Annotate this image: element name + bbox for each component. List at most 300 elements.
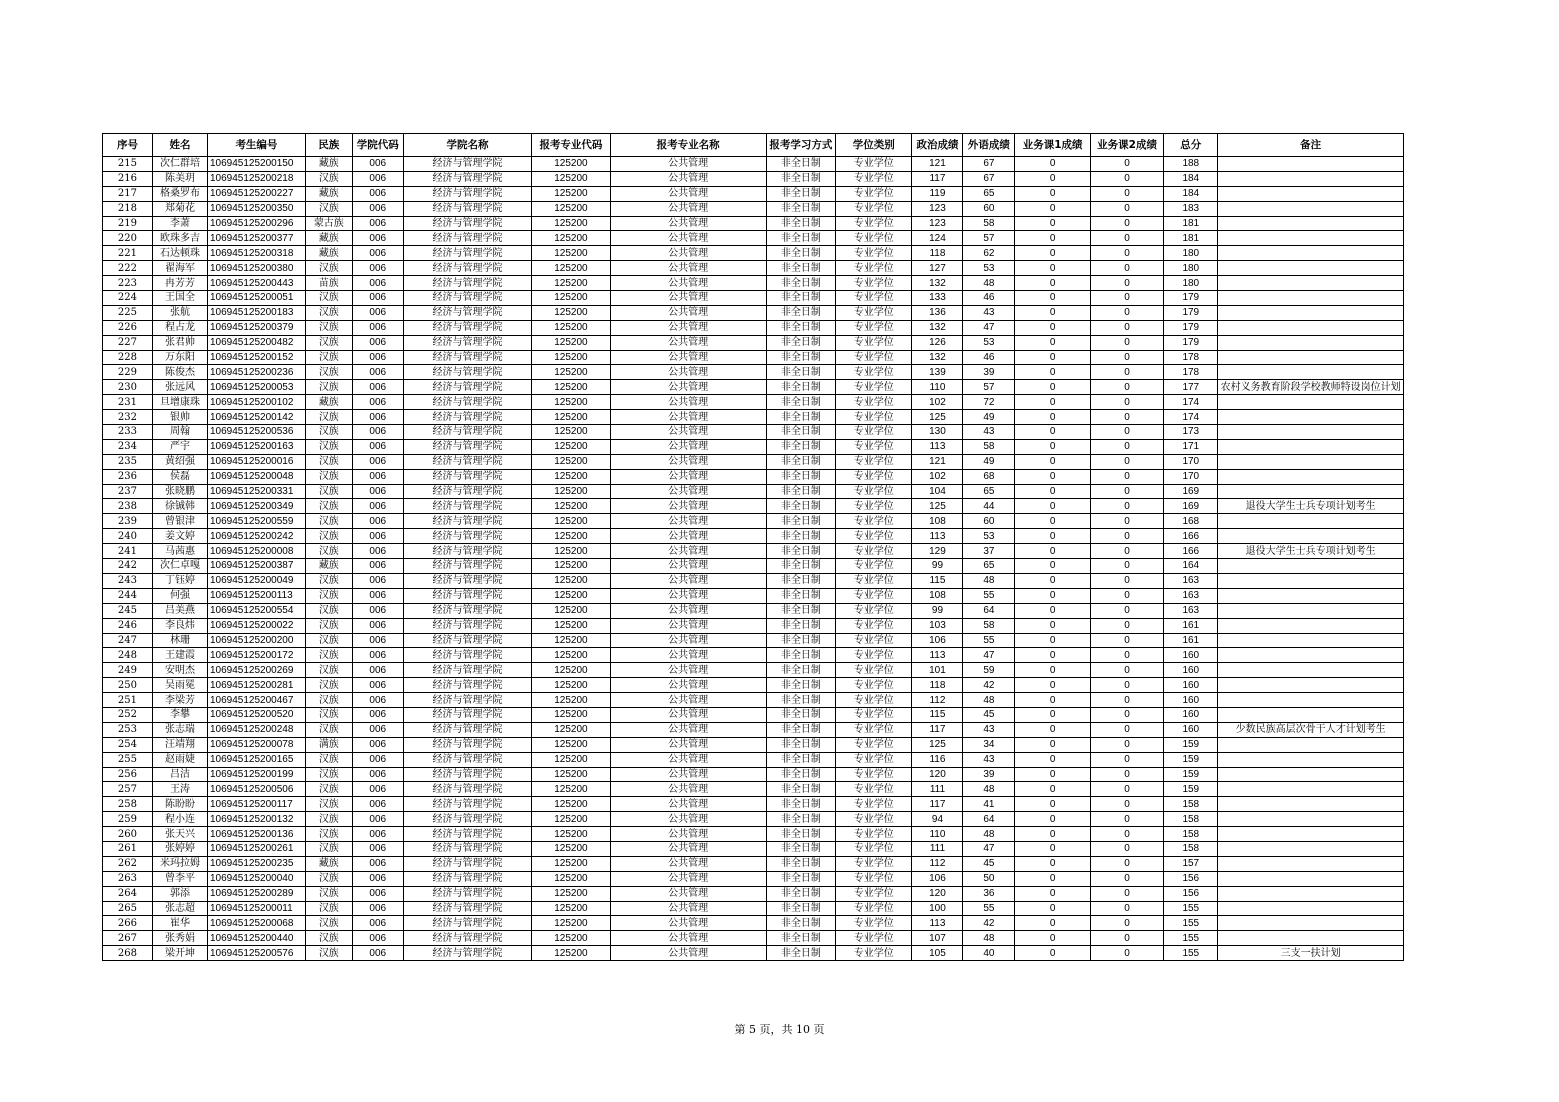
cell-candidate-id: 106945125200350: [208, 201, 306, 216]
cell-seq: 255: [103, 752, 153, 767]
cell-remarks: [1218, 588, 1404, 603]
cell-total-score: 163: [1164, 573, 1218, 588]
cell-major-code: 125200: [532, 186, 611, 201]
cell-total-score: 174: [1164, 395, 1218, 410]
table-row: [103, 186, 1404, 201]
cell-major-name: 公共管理: [610, 231, 766, 246]
cell-politics-score: 111: [912, 841, 963, 856]
cell-name: 曾李平: [152, 871, 207, 886]
cell-major-code: 125200: [532, 454, 611, 469]
cell-candidate-id: 106945125200078: [208, 737, 306, 752]
cell-study-mode: 非全日制: [766, 663, 835, 678]
cell-college-code: 006: [352, 365, 403, 380]
cell-language-score: 47: [963, 320, 1015, 335]
cell-candidate-id: 106945125200379: [208, 320, 306, 335]
cell-study-mode: 非全日制: [766, 529, 835, 544]
cell-seq: 246: [103, 618, 153, 633]
cell-candidate-id: 106945125200559: [208, 514, 306, 529]
cell-course1-score: 0: [1015, 901, 1090, 916]
cell-degree-type: 专业学位: [836, 305, 912, 320]
cell-course1-score: 0: [1015, 648, 1090, 663]
table-row: [103, 573, 1404, 588]
cell-remarks: [1218, 693, 1404, 708]
cell-course2-score: 0: [1090, 916, 1163, 931]
cell-major-code: 125200: [532, 410, 611, 425]
cell-course2-score: 0: [1090, 812, 1163, 827]
cell-college-name: 经济与管理学院: [403, 916, 531, 931]
cell-language-score: 59: [963, 663, 1015, 678]
cell-study-mode: 非全日制: [766, 454, 835, 469]
cell-total-score: 158: [1164, 797, 1218, 812]
cell-course2-score: 0: [1090, 276, 1163, 291]
cell-college-name: 经济与管理学院: [403, 633, 531, 648]
cell-politics-score: 107: [912, 931, 963, 946]
cell-course1-score: 0: [1015, 276, 1090, 291]
cell-college-name: 经济与管理学院: [403, 305, 531, 320]
cell-degree-type: 专业学位: [836, 633, 912, 648]
cell-course1-score: 0: [1015, 573, 1090, 588]
cell-study-mode: 非全日制: [766, 380, 835, 395]
cell-college-name: 经济与管理学院: [403, 514, 531, 529]
table-row: [103, 663, 1404, 678]
cell-ethnicity: 藏族: [305, 231, 352, 246]
table-row: [103, 886, 1404, 901]
cell-major-code: 125200: [532, 395, 611, 410]
header-course1-score: 业务课1成绩: [1015, 134, 1090, 157]
cell-college-code: 006: [352, 320, 403, 335]
cell-degree-type: 专业学位: [836, 678, 912, 693]
cell-course2-score: 0: [1090, 380, 1163, 395]
cell-degree-type: 专业学位: [836, 737, 912, 752]
table-row: [103, 529, 1404, 544]
cell-major-name: 公共管理: [610, 544, 766, 559]
cell-major-code: 125200: [532, 618, 611, 633]
table-row: [103, 454, 1404, 469]
cell-study-mode: 非全日制: [766, 603, 835, 618]
cell-candidate-id: 106945125200183: [208, 305, 306, 320]
cell-politics-score: 116: [912, 752, 963, 767]
table-row: [103, 752, 1404, 767]
cell-ethnicity: 汉族: [305, 291, 352, 306]
cell-college-name: 经济与管理学院: [403, 410, 531, 425]
cell-politics-score: 106: [912, 871, 963, 886]
cell-degree-type: 专业学位: [836, 752, 912, 767]
cell-study-mode: 非全日制: [766, 678, 835, 693]
cell-study-mode: 非全日制: [766, 931, 835, 946]
cell-college-name: 经济与管理学院: [403, 291, 531, 306]
cell-course1-score: 0: [1015, 663, 1090, 678]
cell-major-name: 公共管理: [610, 454, 766, 469]
cell-course2-score: 0: [1090, 529, 1163, 544]
table-row: [103, 767, 1404, 782]
cell-candidate-id: 106945125200011: [208, 901, 306, 916]
cell-language-score: 57: [963, 231, 1015, 246]
cell-course1-score: 0: [1015, 841, 1090, 856]
cell-seq: 229: [103, 365, 153, 380]
cell-ethnicity: 汉族: [305, 707, 352, 722]
cell-major-code: 125200: [532, 514, 611, 529]
cell-major-name: 公共管理: [610, 410, 766, 425]
cell-politics-score: 115: [912, 707, 963, 722]
cell-course2-score: 0: [1090, 439, 1163, 454]
cell-name: 冉芳芳: [152, 276, 207, 291]
cell-major-code: 125200: [532, 246, 611, 261]
header-college-code: 学院代码: [352, 134, 403, 157]
cell-college-name: 经济与管理学院: [403, 841, 531, 856]
cell-course1-score: 0: [1015, 395, 1090, 410]
cell-name: 银帅: [152, 410, 207, 425]
cell-course1-score: 0: [1015, 827, 1090, 842]
cell-college-code: 006: [352, 901, 403, 916]
table-row: [103, 231, 1404, 246]
cell-college-code: 006: [352, 916, 403, 931]
cell-study-mode: 非全日制: [766, 425, 835, 440]
cell-study-mode: 非全日制: [766, 216, 835, 231]
cell-college-name: 经济与管理学院: [403, 186, 531, 201]
cell-study-mode: 非全日制: [766, 157, 835, 172]
table-row: [103, 544, 1404, 559]
cell-course2-score: 0: [1090, 648, 1163, 663]
cell-course1-score: 0: [1015, 291, 1090, 306]
cell-college-code: 006: [352, 544, 403, 559]
cell-course2-score: 0: [1090, 588, 1163, 603]
cell-language-score: 34: [963, 737, 1015, 752]
cell-total-score: 158: [1164, 841, 1218, 856]
cell-politics-score: 94: [912, 812, 963, 827]
cell-ethnicity: 汉族: [305, 946, 352, 961]
cell-remarks: [1218, 484, 1404, 499]
cell-name: 郑菊花: [152, 201, 207, 216]
cell-study-mode: 非全日制: [766, 305, 835, 320]
admission-score-table: [102, 133, 1404, 961]
cell-major-name: 公共管理: [610, 499, 766, 514]
cell-college-code: 006: [352, 886, 403, 901]
cell-remarks: [1218, 469, 1404, 484]
cell-course2-score: 0: [1090, 335, 1163, 350]
cell-seq: 256: [103, 767, 153, 782]
cell-degree-type: 专业学位: [836, 499, 912, 514]
cell-ethnicity: 藏族: [305, 157, 352, 172]
cell-major-code: 125200: [532, 201, 611, 216]
cell-language-score: 62: [963, 246, 1015, 261]
cell-course1-score: 0: [1015, 737, 1090, 752]
cell-college-name: 经济与管理学院: [403, 856, 531, 871]
cell-degree-type: 专业学位: [836, 201, 912, 216]
cell-degree-type: 专业学位: [836, 291, 912, 306]
cell-language-score: 40: [963, 946, 1015, 961]
cell-candidate-id: 106945125200576: [208, 946, 306, 961]
cell-major-code: 125200: [532, 648, 611, 663]
cell-remarks: [1218, 737, 1404, 752]
cell-candidate-id: 106945125200227: [208, 186, 306, 201]
cell-ethnicity: 汉族: [305, 633, 352, 648]
cell-course1-score: 0: [1015, 380, 1090, 395]
cell-total-score: 159: [1164, 767, 1218, 782]
cell-course1-score: 0: [1015, 856, 1090, 871]
cell-ethnicity: 汉族: [305, 827, 352, 842]
cell-ethnicity: 汉族: [305, 916, 352, 931]
header-name: 姓名: [152, 134, 207, 157]
cell-major-name: 公共管理: [610, 395, 766, 410]
cell-major-name: 公共管理: [610, 663, 766, 678]
cell-course2-score: 0: [1090, 469, 1163, 484]
cell-language-score: 44: [963, 499, 1015, 514]
cell-politics-score: 129: [912, 544, 963, 559]
cell-name: 何强: [152, 588, 207, 603]
cell-total-score: 174: [1164, 410, 1218, 425]
cell-name: 米玛拉姆: [152, 856, 207, 871]
cell-total-score: 157: [1164, 856, 1218, 871]
cell-total-score: 181: [1164, 231, 1218, 246]
cell-name: 王涛: [152, 782, 207, 797]
cell-ethnicity: 汉族: [305, 901, 352, 916]
cell-course1-score: 0: [1015, 931, 1090, 946]
cell-study-mode: 非全日制: [766, 514, 835, 529]
cell-remarks: [1218, 276, 1404, 291]
cell-degree-type: 专业学位: [836, 782, 912, 797]
table-row: [103, 841, 1404, 856]
cell-course1-score: 0: [1015, 469, 1090, 484]
cell-major-name: 公共管理: [610, 291, 766, 306]
cell-ethnicity: 汉族: [305, 171, 352, 186]
cell-remarks: [1218, 782, 1404, 797]
cell-major-code: 125200: [532, 261, 611, 276]
cell-language-score: 43: [963, 305, 1015, 320]
cell-total-score: 180: [1164, 261, 1218, 276]
cell-degree-type: 专业学位: [836, 573, 912, 588]
cell-remarks: [1218, 216, 1404, 231]
cell-remarks: [1218, 514, 1404, 529]
cell-candidate-id: 106945125200163: [208, 439, 306, 454]
cell-language-score: 49: [963, 410, 1015, 425]
cell-language-score: 55: [963, 588, 1015, 603]
cell-politics-score: 121: [912, 454, 963, 469]
cell-course2-score: 0: [1090, 886, 1163, 901]
cell-total-score: 183: [1164, 201, 1218, 216]
table-row: [103, 157, 1404, 172]
cell-seq: 249: [103, 663, 153, 678]
cell-course1-score: 0: [1015, 320, 1090, 335]
cell-major-name: 公共管理: [610, 767, 766, 782]
cell-major-name: 公共管理: [610, 752, 766, 767]
cell-major-name: 公共管理: [610, 365, 766, 380]
cell-course2-score: 0: [1090, 201, 1163, 216]
cell-degree-type: 专业学位: [836, 767, 912, 782]
cell-ethnicity: 汉族: [305, 305, 352, 320]
cell-remarks: [1218, 856, 1404, 871]
cell-study-mode: 非全日制: [766, 469, 835, 484]
cell-politics-score: 117: [912, 722, 963, 737]
cell-college-code: 006: [352, 291, 403, 306]
cell-college-code: 006: [352, 663, 403, 678]
cell-total-score: 159: [1164, 782, 1218, 797]
table-row: [103, 425, 1404, 440]
cell-major-code: 125200: [532, 693, 611, 708]
cell-name: 吕洁: [152, 767, 207, 782]
cell-name: 陈盼盼: [152, 797, 207, 812]
cell-seq: 259: [103, 812, 153, 827]
cell-course1-score: 0: [1015, 678, 1090, 693]
cell-study-mode: 非全日制: [766, 737, 835, 752]
cell-remarks: [1218, 663, 1404, 678]
cell-college-name: 经济与管理学院: [403, 439, 531, 454]
cell-total-score: 169: [1164, 484, 1218, 499]
cell-politics-score: 125: [912, 737, 963, 752]
cell-college-code: 006: [352, 276, 403, 291]
cell-major-code: 125200: [532, 216, 611, 231]
cell-course1-score: 0: [1015, 812, 1090, 827]
cell-course1-score: 0: [1015, 410, 1090, 425]
table-row: [103, 693, 1404, 708]
cell-study-mode: 非全日制: [766, 767, 835, 782]
cell-degree-type: 专业学位: [836, 246, 912, 261]
cell-college-code: 006: [352, 157, 403, 172]
cell-college-name: 经济与管理学院: [403, 499, 531, 514]
cell-candidate-id: 106945125200199: [208, 767, 306, 782]
cell-remarks: 农村义务教育阶段学校教师特设岗位计划: [1218, 380, 1404, 395]
cell-major-code: 125200: [532, 350, 611, 365]
cell-total-score: 163: [1164, 603, 1218, 618]
cell-major-code: 125200: [532, 678, 611, 693]
cell-politics-score: 108: [912, 588, 963, 603]
cell-college-name: 经济与管理学院: [403, 901, 531, 916]
cell-college-name: 经济与管理学院: [403, 365, 531, 380]
cell-language-score: 42: [963, 916, 1015, 931]
cell-ethnicity: 汉族: [305, 722, 352, 737]
cell-major-code: 125200: [532, 469, 611, 484]
cell-seq: 243: [103, 573, 153, 588]
cell-name: 郭添: [152, 886, 207, 901]
cell-college-code: 006: [352, 856, 403, 871]
cell-degree-type: 专业学位: [836, 663, 912, 678]
cell-study-mode: 非全日制: [766, 335, 835, 350]
cell-college-name: 经济与管理学院: [403, 395, 531, 410]
cell-candidate-id: 106945125200440: [208, 931, 306, 946]
cell-major-code: 125200: [532, 886, 611, 901]
cell-major-name: 公共管理: [610, 484, 766, 499]
cell-college-name: 经济与管理学院: [403, 469, 531, 484]
cell-college-code: 006: [352, 827, 403, 842]
cell-candidate-id: 106945125200331: [208, 484, 306, 499]
cell-language-score: 67: [963, 157, 1015, 172]
table-row: [103, 439, 1404, 454]
cell-name: 翟海军: [152, 261, 207, 276]
cell-major-code: 125200: [532, 812, 611, 827]
cell-study-mode: 非全日制: [766, 276, 835, 291]
cell-ethnicity: 汉族: [305, 350, 352, 365]
cell-major-name: 公共管理: [610, 618, 766, 633]
cell-ethnicity: 汉族: [305, 603, 352, 618]
cell-study-mode: 非全日制: [766, 559, 835, 574]
cell-college-code: 006: [352, 841, 403, 856]
cell-politics-score: 120: [912, 767, 963, 782]
cell-language-score: 60: [963, 514, 1015, 529]
cell-study-mode: 非全日制: [766, 916, 835, 931]
cell-study-mode: 非全日制: [766, 499, 835, 514]
cell-course2-score: 0: [1090, 499, 1163, 514]
cell-politics-score: 126: [912, 335, 963, 350]
cell-language-score: 53: [963, 529, 1015, 544]
cell-name: 马茜惠: [152, 544, 207, 559]
cell-remarks: [1218, 707, 1404, 722]
cell-course2-score: 0: [1090, 633, 1163, 648]
cell-total-score: 170: [1164, 469, 1218, 484]
cell-seq: 216: [103, 171, 153, 186]
cell-politics-score: 119: [912, 186, 963, 201]
cell-politics-score: 112: [912, 693, 963, 708]
cell-ethnicity: 汉族: [305, 439, 352, 454]
cell-politics-score: 130: [912, 425, 963, 440]
cell-total-score: 178: [1164, 350, 1218, 365]
cell-course2-score: 0: [1090, 350, 1163, 365]
cell-degree-type: 专业学位: [836, 395, 912, 410]
cell-seq: 239: [103, 514, 153, 529]
cell-candidate-id: 106945125200377: [208, 231, 306, 246]
cell-total-score: 155: [1164, 916, 1218, 931]
cell-study-mode: 非全日制: [766, 588, 835, 603]
cell-ethnicity: 汉族: [305, 499, 352, 514]
cell-study-mode: 非全日制: [766, 633, 835, 648]
cell-seq: 242: [103, 559, 153, 574]
cell-total-score: 166: [1164, 529, 1218, 544]
cell-remarks: [1218, 797, 1404, 812]
cell-politics-score: 110: [912, 827, 963, 842]
cell-candidate-id: 106945125200152: [208, 350, 306, 365]
cell-seq: 226: [103, 320, 153, 335]
cell-candidate-id: 106945125200016: [208, 454, 306, 469]
cell-seq: 245: [103, 603, 153, 618]
cell-degree-type: 专业学位: [836, 797, 912, 812]
header-course2-score: 业务课2成绩: [1090, 134, 1163, 157]
cell-seq: 234: [103, 439, 153, 454]
cell-total-score: 184: [1164, 186, 1218, 201]
cell-remarks: [1218, 841, 1404, 856]
cell-degree-type: 专业学位: [836, 886, 912, 901]
cell-language-score: 48: [963, 693, 1015, 708]
cell-course1-score: 0: [1015, 186, 1090, 201]
cell-degree-type: 专业学位: [836, 946, 912, 961]
cell-course2-score: 0: [1090, 365, 1163, 380]
cell-politics-score: 113: [912, 916, 963, 931]
cell-college-name: 经济与管理学院: [403, 261, 531, 276]
cell-remarks: [1218, 633, 1404, 648]
cell-ethnicity: 满族: [305, 737, 352, 752]
cell-course1-score: 0: [1015, 439, 1090, 454]
cell-candidate-id: 106945125200281: [208, 678, 306, 693]
cell-name: 张晓鹏: [152, 484, 207, 499]
cell-politics-score: 121: [912, 157, 963, 172]
cell-politics-score: 125: [912, 410, 963, 425]
cell-degree-type: 专业学位: [836, 856, 912, 871]
header-remarks: 备注: [1218, 134, 1404, 157]
cell-ethnicity: 汉族: [305, 782, 352, 797]
cell-language-score: 60: [963, 201, 1015, 216]
cell-college-code: 006: [352, 931, 403, 946]
cell-major-code: 125200: [532, 499, 611, 514]
cell-degree-type: 专业学位: [836, 693, 912, 708]
cell-language-score: 45: [963, 707, 1015, 722]
cell-candidate-id: 106945125200142: [208, 410, 306, 425]
cell-study-mode: 非全日制: [766, 946, 835, 961]
cell-total-score: 166: [1164, 544, 1218, 559]
cell-study-mode: 非全日制: [766, 291, 835, 306]
cell-college-code: 006: [352, 633, 403, 648]
cell-remarks: [1218, 871, 1404, 886]
cell-language-score: 72: [963, 395, 1015, 410]
cell-total-score: 159: [1164, 737, 1218, 752]
cell-language-score: 41: [963, 797, 1015, 812]
cell-remarks: 少数民族高层次骨干人才计划考生: [1218, 722, 1404, 737]
